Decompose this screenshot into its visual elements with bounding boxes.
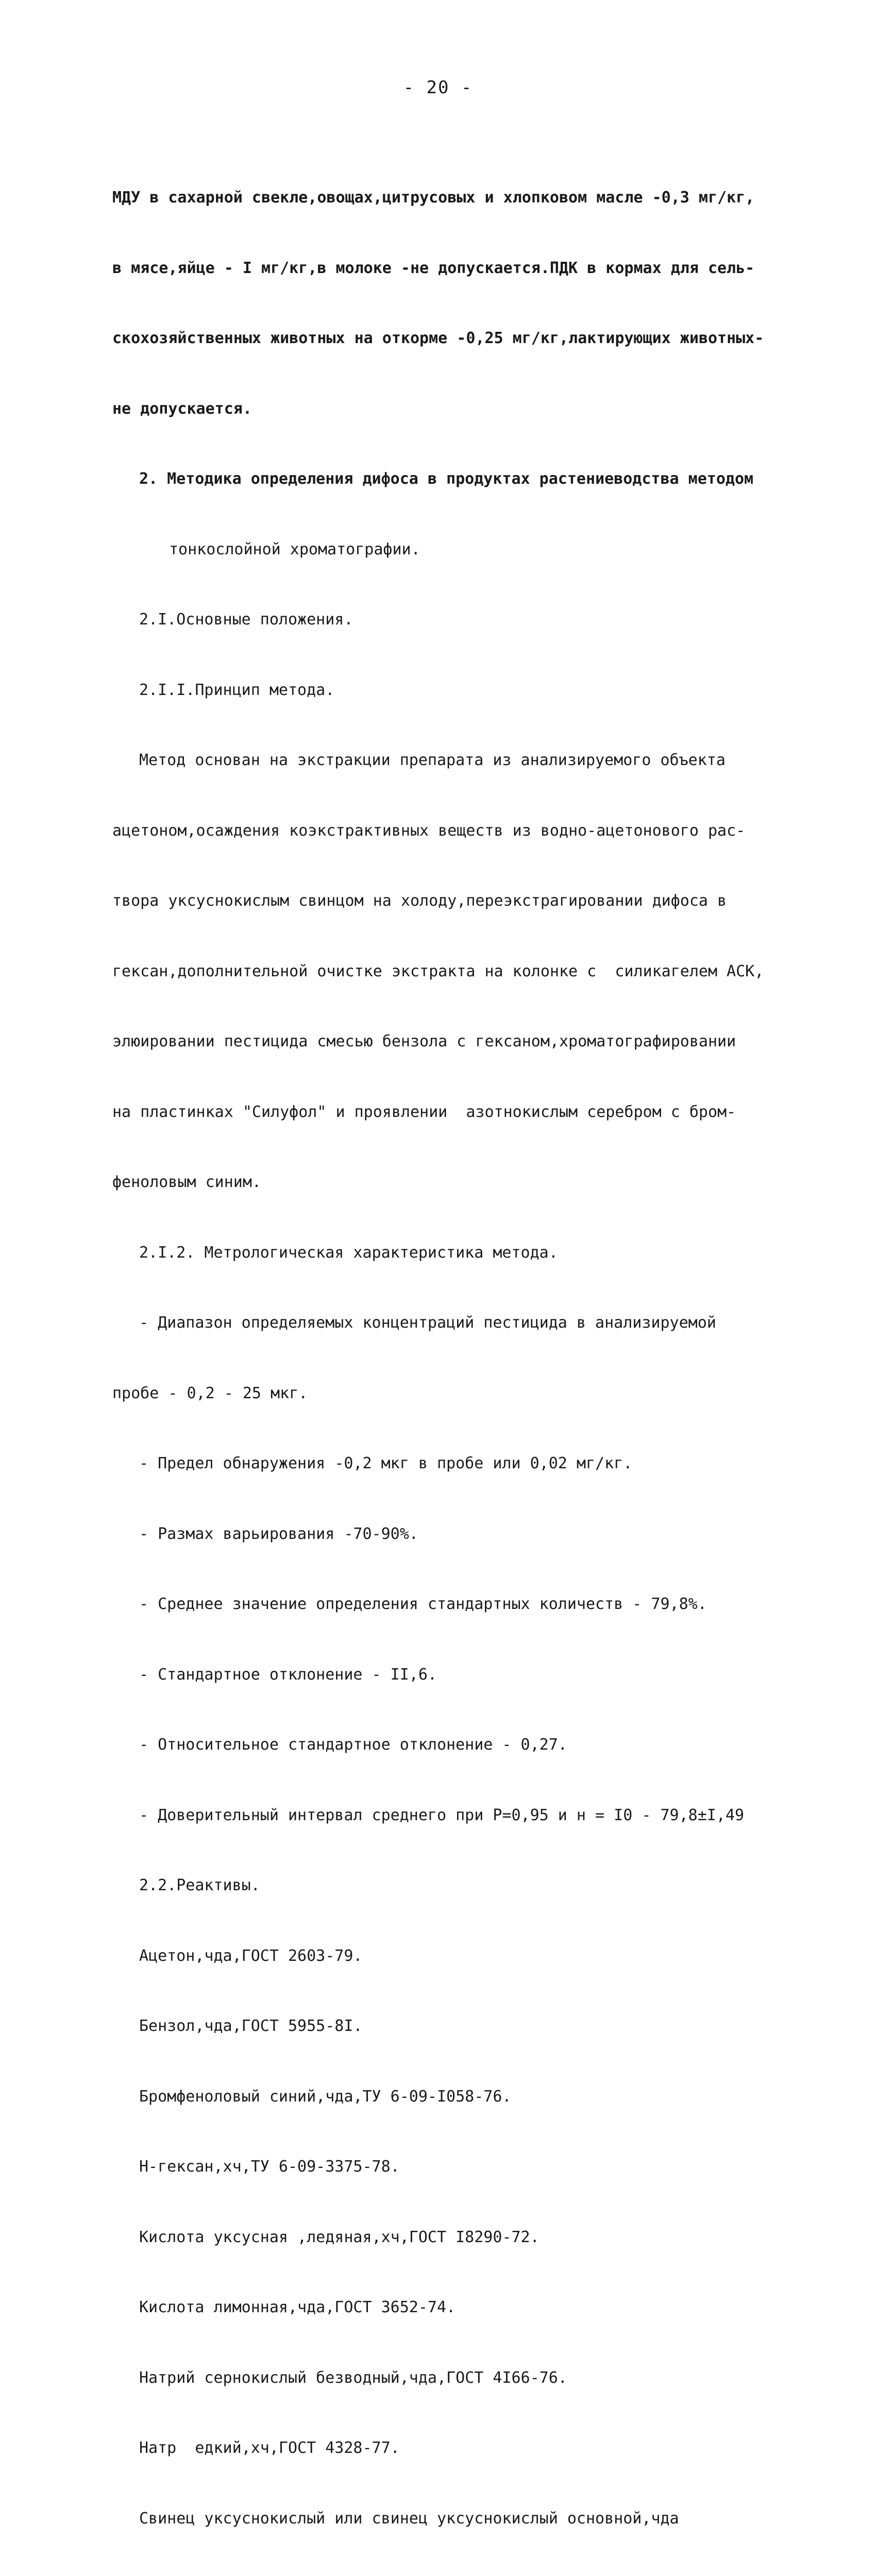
subsection-heading: 2.I.Основные положения. (139, 611, 353, 629)
list-item-cont: пробе - 0,2 - 25 мкг. (112, 1384, 308, 1402)
section-heading: 2. Методика определения дифоса в продуктах растениеводства методом (139, 470, 754, 488)
text-line: твора уксуснокислым свинцом на холоду,переэкстрагировании дифоса в (112, 892, 727, 910)
text-line: гексан,дополнительной очистке экстракта на колонке с силикагелем АСК, (112, 962, 764, 980)
text-line: МДУ в сахарной свекле,овощах,цитрусовых и хлопковом масле -0,3 мг/кг, (112, 189, 755, 207)
reagent-item: Н-гексан,хч,ТУ 6-09-3375-78. (139, 2158, 400, 2176)
list-item: - Стандартное отклонение - II,6. (139, 1665, 437, 1684)
document-body (112, 139, 803, 2576)
list-item: - Относительное стандартное отклонение - 0,27. (139, 1736, 567, 1754)
subsection-heading: 2.2.Реактивы. (139, 1876, 260, 1894)
reagent-item: Натрий сернокислый безводный,чда,ГОСТ 4I66-76. (139, 2368, 567, 2387)
list-item: - Размах варьирования -70-90%. (139, 1524, 418, 1543)
subsection-heading: 2.I.2. Метрологическая характеристика метода. (139, 1243, 558, 1262)
reagent-item: Бромфеноловый синий,чда,ТУ 6-09-I058-76. (139, 2087, 512, 2106)
text-line: скохозяйственных животных на откорме -0,25 мг/кг,лактирующих животных- (112, 329, 764, 347)
reagent-item: Натр едкий,хч,ГОСТ 4328-77. (139, 2439, 400, 2457)
text-line: на пластинках "Силуфол" и проявлении азотнокислым серебром с бром- (112, 1103, 736, 1121)
reagent-item: Свинец уксуснокислый или свинец уксуснокислый основной,чда (139, 2509, 679, 2528)
text-line: элюировании пестицида смесью бензола с гексаном,хроматографировании (112, 1032, 736, 1050)
reagent-item: Кислота уксусная ,ледяная,хч,ГОСТ I8290-72. (139, 2228, 540, 2246)
list-item: - Диапазон определяемых концентраций пестицида в анализируемой (139, 1314, 716, 1332)
list-item: - Предел обнаружения -0,2 мкг в пробе или 0,02 мг/кг. (139, 1454, 633, 1472)
text-line: феноловым синим. (112, 1173, 261, 1191)
subsection-heading: 2.I.I.Принцип метода. (139, 681, 335, 699)
page-number: - 20 - (403, 77, 473, 98)
text-line: в мясе,яйце - I мг/кг,в молоке -не допускается.ПДК в кормах для сель- (112, 259, 755, 277)
reagent-item: Ацетон,чда,ГОСТ 2603-79. (139, 1946, 363, 1965)
reagent-item: Бензол,чда,ГОСТ 5955-8I. (139, 2017, 363, 2035)
list-item: - Среднее значение определения стандартных количеств - 79,8%. (139, 1595, 707, 1613)
list-item: - Доверительный интервал среднего при Р=0,95 и н = I0 - 79,8±I,49 (139, 1806, 744, 1824)
text-line: не допускается. (112, 399, 252, 418)
text-line: ацетоном,осаждения коэкстрактивных веществ из водно-ацетонового рас- (112, 821, 746, 840)
reagent-item: Кислота лимонная,чда,ГОСТ 3652-74. (139, 2298, 456, 2316)
section-heading-cont: тонкослойной хроматографии. (169, 540, 420, 558)
text-line: Метод основан на экстракции препарата из анализируемого объекта (139, 751, 726, 769)
